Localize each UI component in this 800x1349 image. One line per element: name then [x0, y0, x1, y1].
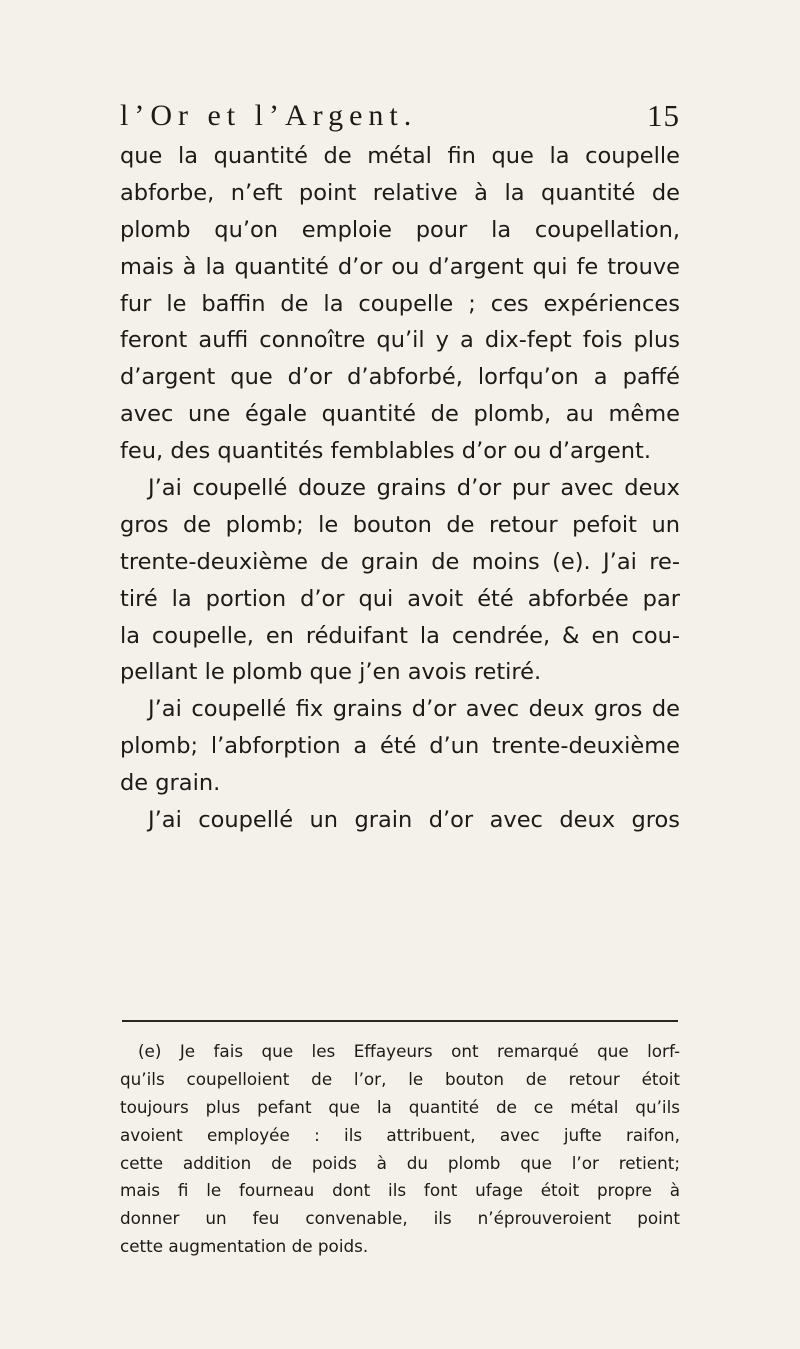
body-line: fur le baffin de la coupelle ; ces expériences	[120, 290, 680, 317]
page-number: 15	[647, 98, 680, 133]
footnote-line: cette addition de poids à du plomb que l’or retient;	[120, 1152, 680, 1173]
body-text	[120, 138, 680, 839]
running-head	[120, 96, 680, 136]
footnote-line: cette augmentation de poids.	[120, 1236, 369, 1257]
body-line: abforbe, n’eft point relative à la quantité de	[120, 179, 680, 206]
footnote-line: avoient employée : ils attribuent, avec jufte raifon,	[120, 1124, 680, 1145]
body-line: pellant le plomb que j’en avois retiré.	[120, 659, 542, 686]
body-line: de grain.	[120, 770, 221, 797]
body-line: gros de plomb; le bouton de retour pefoit un	[120, 511, 680, 538]
footnote-line: donner un feu convenable, ils n’éprouveroient point	[120, 1208, 680, 1229]
body-line: plomb; l’abforption a été d’un trente-deuxième	[120, 733, 680, 760]
footnote-line: toujours plus pefant que la quantité de ce métal qu’ils	[120, 1096, 680, 1117]
body-line: avec une égale quantité de plomb, au même	[120, 401, 680, 428]
body-line: que la quantité de métal fin que la coupelle	[120, 143, 680, 169]
body-line: feu, des quantités femblables d’or ou d’argent.	[120, 438, 652, 465]
body-line: trente-deuxième de grain de moins (e). J’ai re-	[120, 548, 680, 575]
body-line: J’ai coupellé douze grains d’or pur avec deux	[148, 475, 680, 502]
body-line: J’ai coupellé fix grains d’or avec deux gros de	[148, 696, 680, 723]
running-title: l’Or et l’Argent.	[120, 99, 418, 132]
body-line: plomb qu’on emploie pour la coupellation,	[120, 216, 680, 243]
footnote-line: qu’ils coupelloient de l’or, le bouton de retour étoit	[120, 1068, 680, 1089]
body-line: tiré la portion d’or qui avoit été abforbée par	[120, 585, 680, 612]
footnote-rule	[122, 1020, 678, 1022]
body-line: mais à la quantité d’or ou d’argent qui fe trouve	[120, 253, 680, 280]
body-line: d’argent que d’or d’abforbé, lorfqu’on a paffé	[120, 364, 680, 391]
body-line: feront auffi connoître qu’il y a dix-fept fois plus	[120, 327, 680, 354]
body-line: J’ai coupellé un grain d’or avec deux gros	[148, 807, 680, 834]
footnote	[120, 1038, 680, 1261]
footnote-line: (e) Je fais que les Effayeurs ont remarqué que lorf-	[138, 1041, 680, 1061]
body-line: la coupelle, en réduifant la cendrée, & en cou-	[120, 622, 680, 649]
footnote-line: mais fi le fourneau dont ils font ufage étoit propre à	[120, 1180, 680, 1201]
